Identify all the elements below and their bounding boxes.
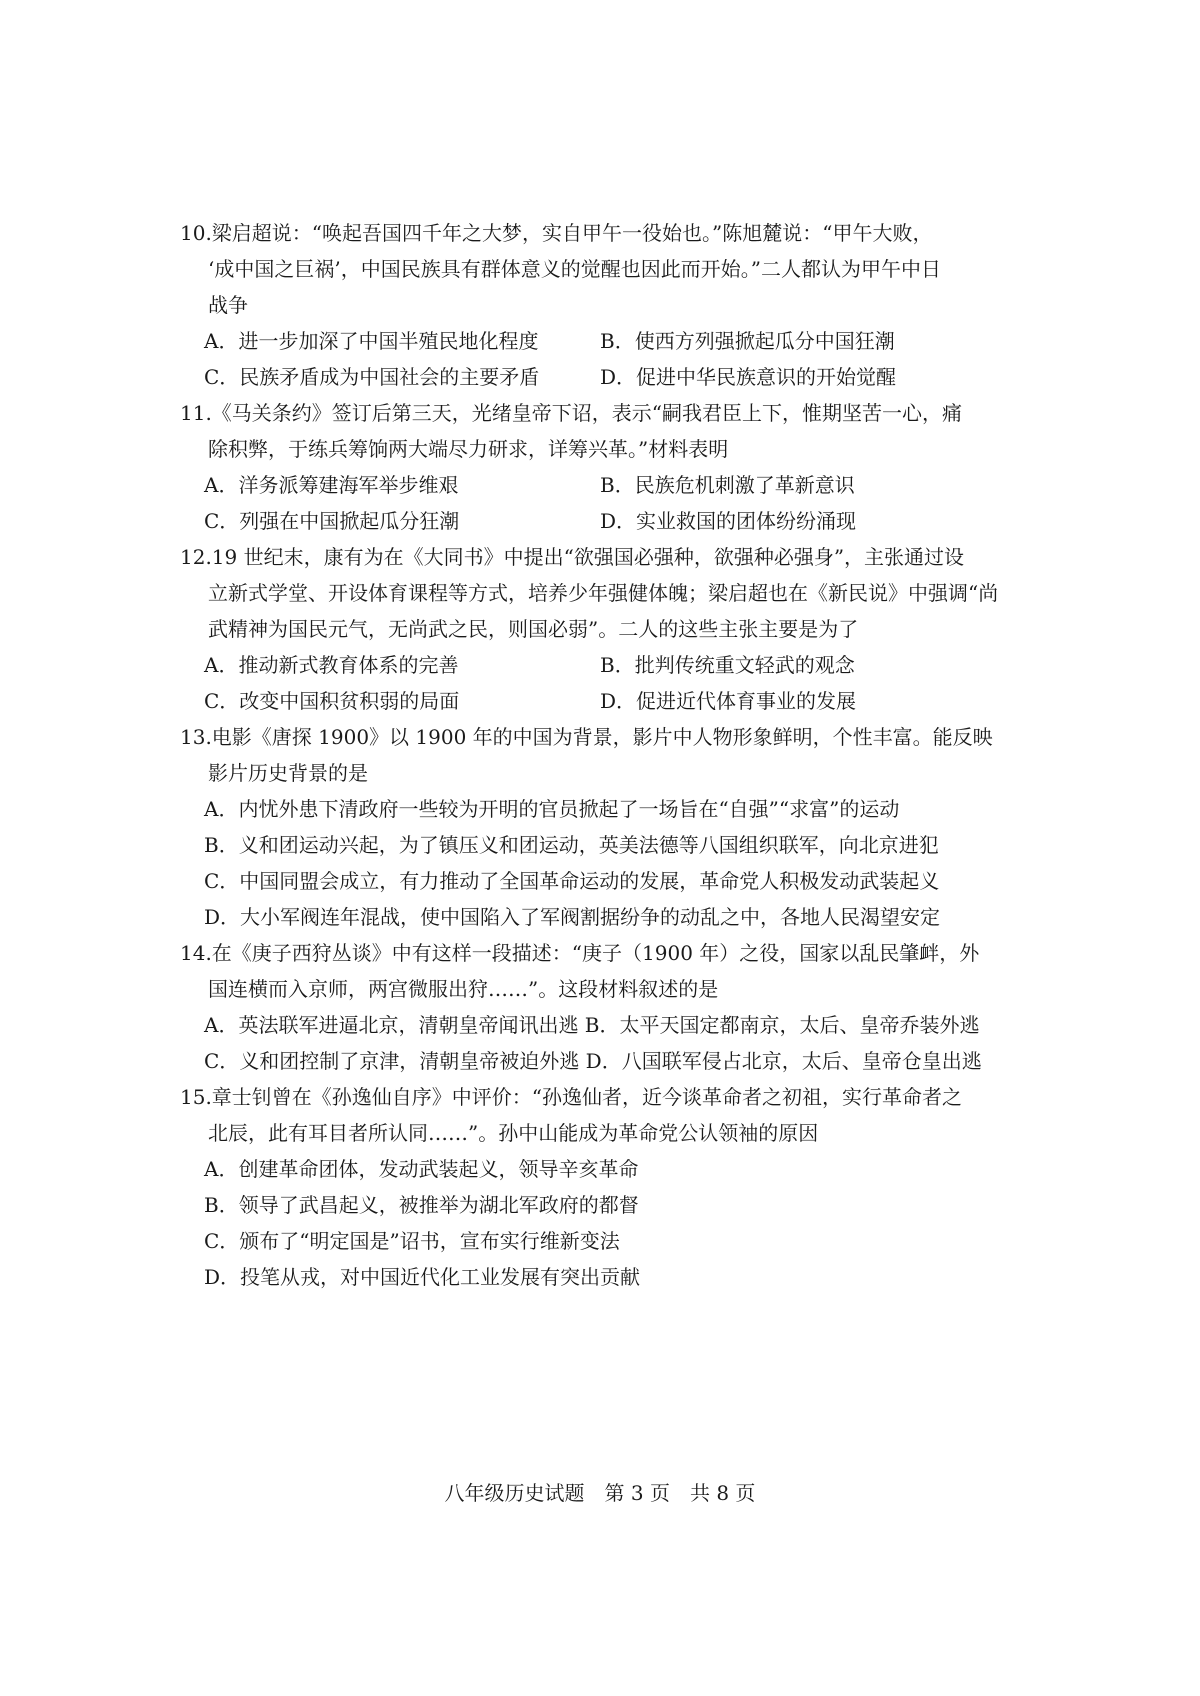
- question-12-line-1: 12.19 世纪末，康有为在《大同书》中提出“欲强国必强种，欲强种必强身”，主张通过设: [180, 545, 965, 569]
- question-11-option-c: C．列强在中国掀起瓜分狂潮: [204, 509, 460, 533]
- question-14-line-2: 国连横而入京师，两宫微服出狩……”。这段材料叙述的是: [208, 977, 719, 1001]
- question-13-option-a: A．内忧外患下清政府一些较为开明的官员掀起了一场旨在“自强”“求富”的运动: [204, 797, 900, 821]
- question-10-line-2: ‘成中国之巨祸’，中国民族具有群体意义的觉醒也因此而开始。”二人都认为甲午中日: [208, 257, 941, 281]
- question-13-option-d: D．大小军阀连年混战，使中国陷入了军阀割据纷争的动乱之中，各地人民渴望安定: [204, 905, 941, 929]
- question-15-option-b: B．领导了武昌起义，被推举为湖北军政府的都督: [204, 1193, 639, 1217]
- question-12-line-3: 武精神为国民元气，无尚武之民，则国必弱”。二人的这些主张主要是为了: [208, 617, 859, 641]
- question-10-line-3: 战争: [208, 293, 248, 317]
- question-12-option-c: C．改变中国积贫积弱的局面: [204, 689, 460, 713]
- question-12-option-d: D．促进近代体育事业的发展: [600, 689, 857, 713]
- question-11-line-2: 除积弊，于练兵筹饷两大端尽力研求，详筹兴革。”材料表明: [208, 437, 729, 461]
- question-11-line-1: 11.《马关条约》签订后第三天，光绪皇帝下诏，表示“嗣我君臣上下，惟期坚苦一心，痛: [180, 401, 963, 425]
- question-15-option-a: A．创建革命团体，发动武装起义，领导辛亥革命: [204, 1157, 639, 1181]
- question-12-option-b: B．批判传统重文轻武的观念: [600, 653, 855, 677]
- question-15-line-2: 北辰，此有耳目者所认同……”。孙中山能成为革命党公认领袖的原因: [208, 1121, 819, 1145]
- question-14-options-ab: A．英法联军进逼北京，清朝皇帝闻讯出逃 B．太平天国定都南京，太后、皇帝乔装外逃: [204, 1013, 980, 1037]
- question-10-line-1: 10.梁启超说：“唤起吾国四千年之大梦，实自甲午一役始也。”陈旭麓说：“甲午大败，: [180, 221, 933, 245]
- question-15-option-c: C．颁布了“明定国是”诏书，宣布实行维新变法: [204, 1229, 620, 1253]
- question-13-option-b: B．义和团运动兴起，为了镇压义和团运动，英美法德等八国组织联军，向北京进犯: [204, 833, 939, 857]
- question-11-option-d: D．实业救国的团体纷纷涌现: [600, 509, 857, 533]
- question-13-line-2: 影片历史背景的是: [208, 761, 368, 785]
- question-14-line-1: 14.在《庚子西狩丛谈》中有这样一段描述：“庚子（1900 年）之役，国家以乱民肇衅，外: [180, 941, 980, 965]
- question-11-option-a: A．洋务派筹建海军举步维艰: [204, 473, 459, 497]
- page-footer: 八年级历史试题 第 3 页 共 8 页: [444, 1481, 756, 1505]
- question-15-option-d: D．投笔从戎，对中国近代化工业发展有突出贡献: [204, 1265, 641, 1289]
- question-10-option-c: C．民族矛盾成为中国社会的主要矛盾: [204, 365, 540, 389]
- question-12-line-2: 立新式学堂、开设体育课程等方式，培养少年强健体魄；梁启超也在《新民说》中强调“尚: [208, 581, 999, 605]
- question-10-option-b: B．使西方列强掀起瓜分中国狂潮: [600, 329, 895, 353]
- question-10-option-d: D．促进中华民族意识的开始觉醒: [600, 365, 897, 389]
- question-11-option-b: B．民族危机刺激了革新意识: [600, 473, 855, 497]
- question-12-option-a: A．推动新式教育体系的完善: [204, 653, 459, 677]
- question-13-line-1: 13.电影《唐探 1900》以 1900 年的中国为背景，影片中人物形象鲜明，个性丰富。能反映: [180, 725, 993, 749]
- question-15-line-1: 15.章士钊曾在《孙逸仙自序》中评价：“孙逸仙者，近今谈革命者之初祖，实行革命者之: [180, 1085, 963, 1109]
- question-10-option-a: A．进一步加深了中国半殖民地化程度: [204, 329, 539, 353]
- question-13-option-c: C．中国同盟会成立，有力推动了全国革命运动的发展，革命党人积极发动武装起义: [204, 869, 940, 893]
- question-14-options-cd: C．义和团控制了京津，清朝皇帝被迫外逃 D．八国联军侵占北京，太后、皇帝仓皇出逃: [204, 1049, 982, 1073]
